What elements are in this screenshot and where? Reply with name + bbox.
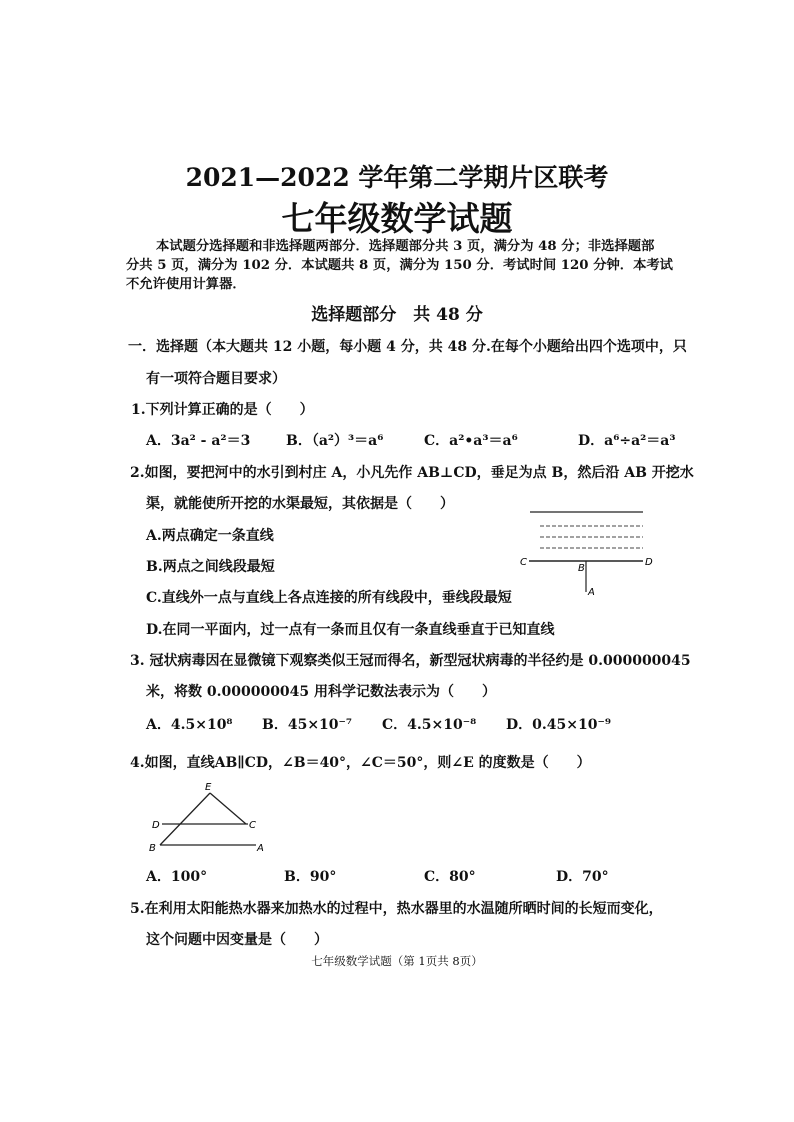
q4-stem: 4.如图，直线AB∥CD，∠B＝40°，∠C＝50°，则∠E 的度数是（ ）	[130, 755, 591, 771]
page-footer: 七年级数学试题（第 1页共 8页）	[311, 954, 483, 968]
exam-title-line2: 七年级数学试题	[281, 199, 513, 238]
q2-stem-line2: 渠，就能使所开挖的水渠最短，其依据是（ ）	[146, 496, 454, 512]
q3-stem-line2: 米，将数 0.000000045 用科学记数法表示为（ ）	[146, 684, 497, 700]
q2-option-a: A.两点确定一条直线	[146, 528, 274, 544]
q1-option-d: D．a⁶÷a²＝a³	[578, 433, 676, 449]
q3-option-c: C．4.5×10⁻⁸	[382, 717, 477, 733]
exam-title-line1: 2021—2022 学年第二学期片区联考	[185, 163, 609, 192]
segment-ec	[210, 793, 246, 824]
label-b: B	[149, 843, 156, 854]
q4-option-d: D．70°	[556, 869, 609, 885]
part1-heading-line1: 一．选择题（本大题共 12 小题，每小题 4 分，共 48 分.在每个小题给出四个选项中，只	[128, 339, 687, 355]
section-title: 选择题部分 共 48 分	[311, 305, 483, 325]
q2-option-d: D.在同一平面内，过一点有一条而且仅有一条直线垂直于已知直线	[146, 622, 555, 638]
q3-option-d: D．0.45×10⁻⁹	[506, 717, 611, 733]
segment-be	[160, 793, 210, 845]
q3-stem-line1: 3. 冠状病毒因在显微镜下观察类似王冠而得名，新型冠状病毒的半径约是 0.000000045	[130, 653, 691, 669]
q4-option-c: C．80°	[424, 869, 476, 885]
q5-stem-line2: 这个问题中因变量是（ ）	[146, 932, 328, 948]
part1-heading-line2: 有一项符合题目要求）	[146, 371, 286, 387]
q4-option-a: A．100°	[146, 869, 208, 885]
label-a: A	[588, 587, 595, 598]
q3-option-a: A．4.5×10⁸	[146, 717, 233, 733]
label-c: C	[249, 820, 256, 831]
q4-option-b: B．90°	[284, 869, 337, 885]
q1-option-a: A．3a² - a²＝3	[146, 433, 251, 449]
label-d: D	[645, 557, 653, 568]
q1-stem: 1.下列计算正确的是（ ）	[131, 402, 314, 418]
instructions-line1: 本试题分选择题和非选择题两部分．选择题部分共 3 页，满分为 48 分；非选择题部	[156, 239, 655, 254]
q1-option-b: B．（a²）³＝a⁶	[286, 433, 384, 449]
q3-option-b: B．45×10⁻⁷	[262, 717, 353, 733]
parallel-lines-figure	[140, 778, 275, 856]
label-d: D	[152, 820, 160, 831]
label-c: C	[520, 557, 527, 568]
label-b: B	[578, 563, 585, 574]
instructions-line2: 分共 5 页，满分为 102 分．本试题共 8 页，满分为 150 分．考试时间 120 分钟．本考试	[126, 258, 673, 273]
exam-instructions	[126, 237, 675, 294]
q2-option-b: B.两点之间线段最短	[146, 559, 275, 575]
river-figure	[515, 505, 665, 600]
q2-option-c: C.直线外一点与直线上各点连接的所有线段中，垂线段最短	[146, 590, 512, 606]
label-a: A	[257, 843, 264, 854]
label-e: E	[205, 782, 212, 793]
q5-stem-line1: 5.在利用太阳能热水器来加热水的过程中，热水器里的水温随所晒时间的长短而变化，	[130, 901, 663, 917]
q2-stem-line1: 2.如图，要把河中的水引到村庄 A，小凡先作 AB⊥CD，垂足为点 B，然后沿 AB 开挖水	[130, 465, 694, 481]
q1-option-c: C．a²•a³＝a⁶	[424, 433, 518, 449]
instructions-line3: 不允许使用计算器．	[126, 277, 246, 292]
